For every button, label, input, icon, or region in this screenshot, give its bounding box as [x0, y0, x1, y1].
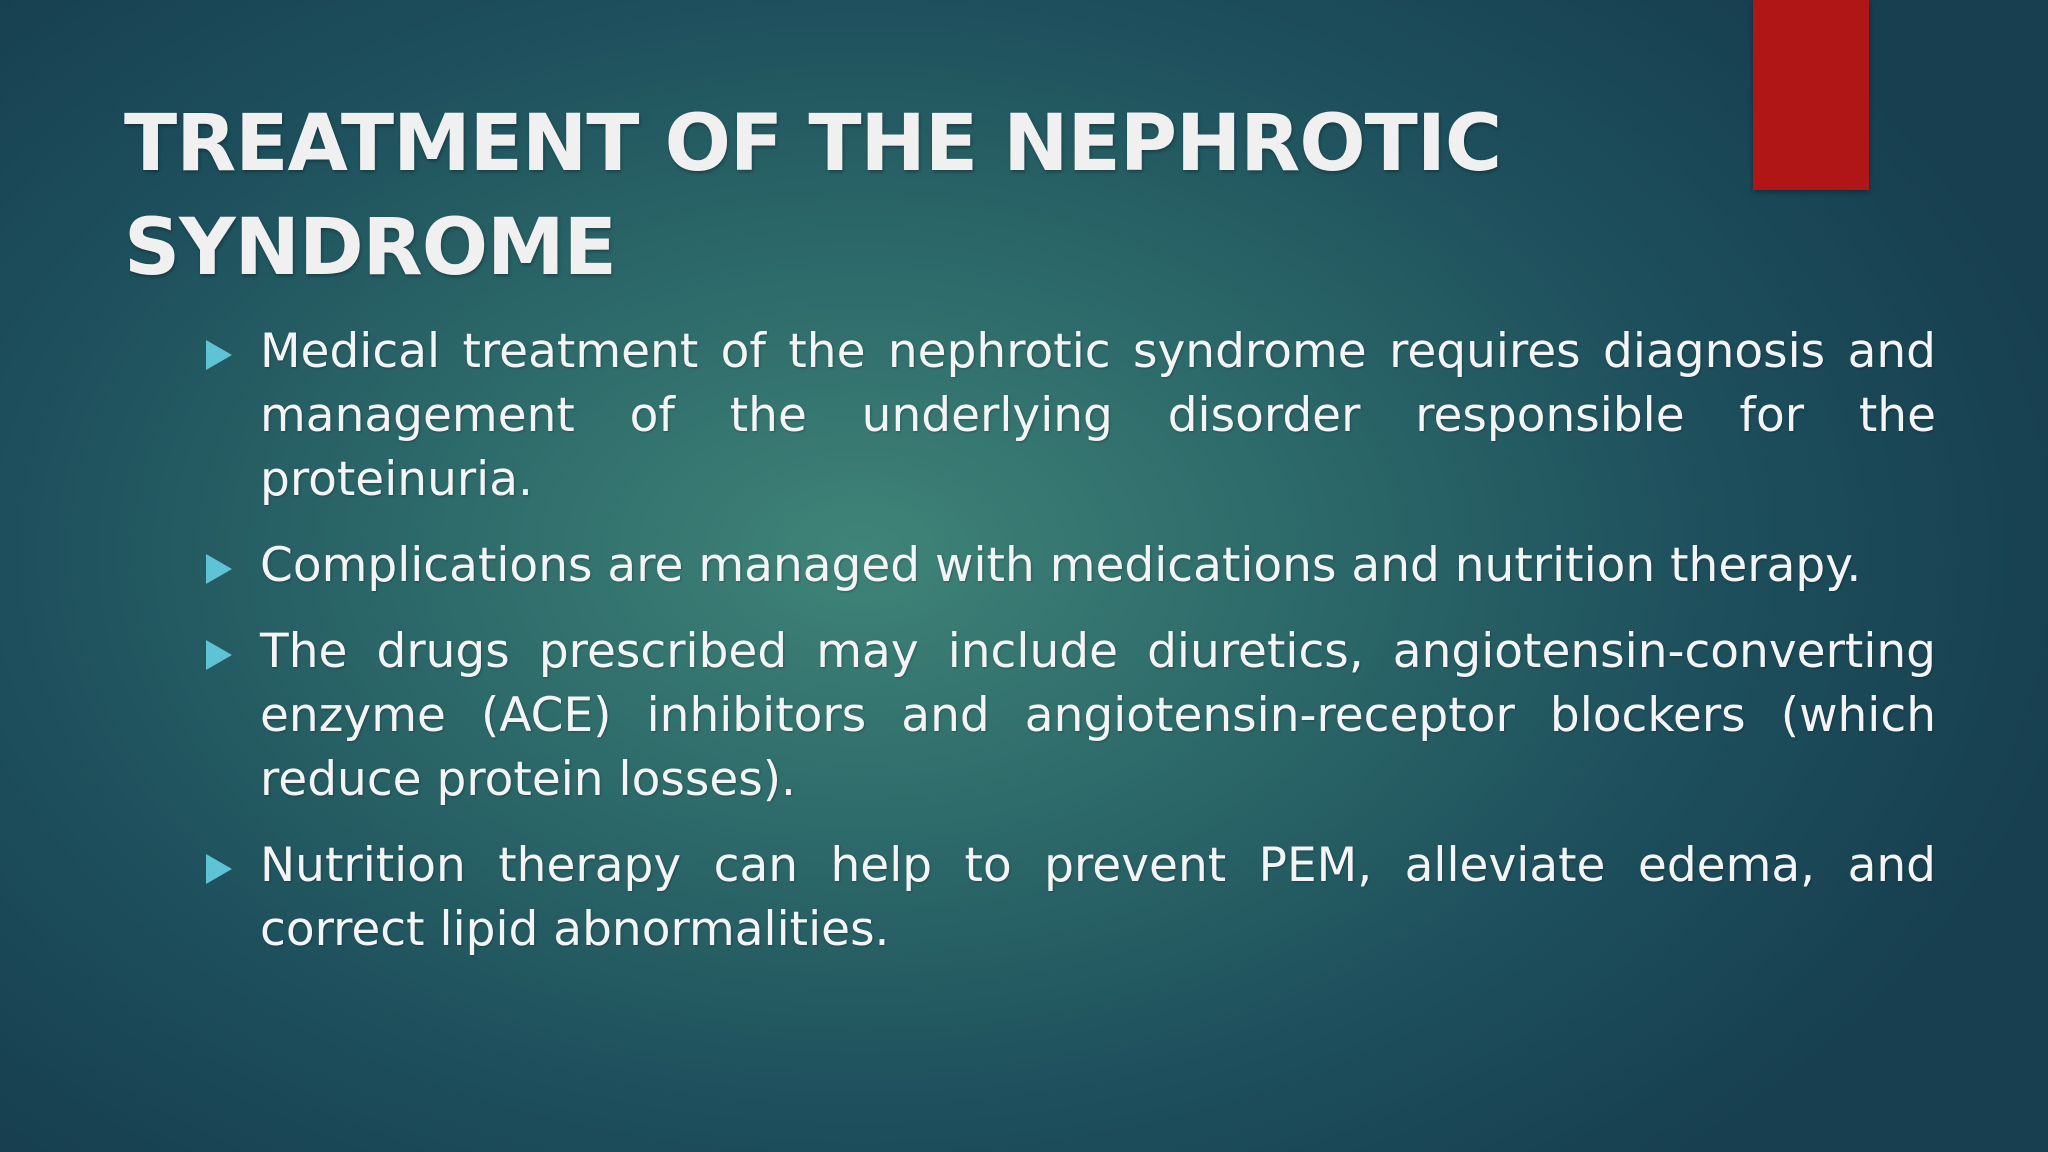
bullet-item	[200, 534, 1936, 598]
accent-tab	[1753, 0, 1869, 190]
bullet-list	[200, 320, 1936, 984]
triangle-right-icon	[206, 340, 232, 370]
bullet-item	[200, 320, 1936, 512]
bullet-text: Nutrition therapy can help to prevent PEM, alleviate edema, and correct lipid abnormalities.	[260, 838, 1936, 957]
slide-title	[124, 92, 1684, 300]
bullet-text: Complications are managed with medications and nutrition therapy.	[260, 538, 1862, 593]
triangle-right-icon	[206, 554, 232, 584]
bullet-text: The drugs prescribed may include diuretics, angiotensin-converting enzyme (ACE) inhibitors and angiotensin-receptor blockers (which reduce protein losses).	[260, 624, 1936, 807]
title-line-1: TREATMENT OF THE NEPHROTIC	[124, 99, 1502, 189]
triangle-right-icon	[206, 854, 232, 884]
bullet-item	[200, 620, 1936, 812]
bullet-text: Medical treatment of the nephrotic syndrome requires diagnosis and management of the underlying disorder responsible for the proteinuria.	[260, 324, 1936, 507]
title-line-2: SYNDROME	[124, 203, 616, 293]
bullet-item	[200, 834, 1936, 962]
triangle-right-icon	[206, 640, 232, 670]
